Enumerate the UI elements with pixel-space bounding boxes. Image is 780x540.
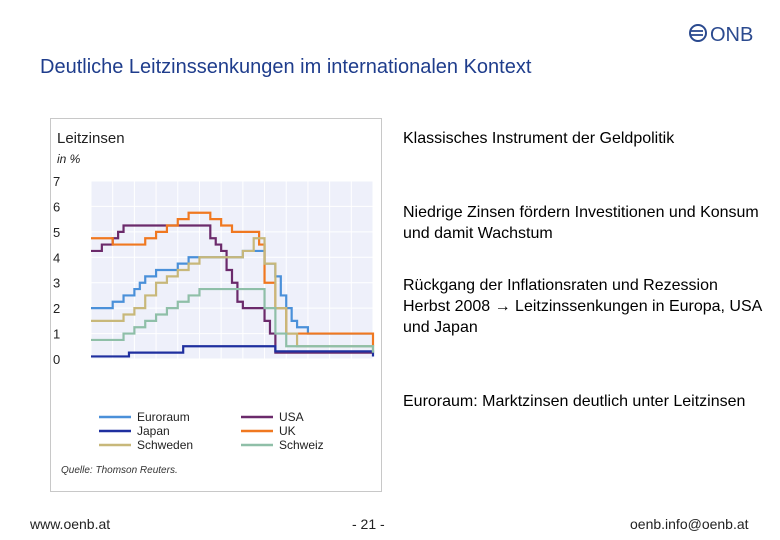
y-tick-label: 7	[53, 174, 61, 189]
footer-email: oenb.info@oenb.at	[630, 516, 749, 532]
interest-rate-chart	[51, 119, 381, 491]
y-tick-label: 1	[53, 326, 61, 342]
oenb-logo	[688, 18, 760, 48]
slide-title: Deutliche Leitzinssenkungen im internationalen Kontext	[40, 56, 532, 78]
chart-title: Leitzinsen	[57, 130, 125, 147]
bullet-item: Euroraum: Marktzinsen deutlich unter Leitzinsen	[403, 393, 746, 410]
legend-label: Schweden	[137, 438, 194, 452]
y-tick-label: 6	[53, 199, 61, 215]
y-tick-label: 0	[53, 352, 61, 367]
y-tick-label: 4	[53, 250, 61, 266]
legend-label: UK	[279, 424, 296, 438]
bullet-item: Klassisches Instrument der Geldpolitik	[403, 130, 675, 147]
y-axis-label: in %	[57, 152, 81, 166]
legend-label: Schweiz	[279, 438, 324, 452]
chart-source: Quelle: Thomson Reuters.	[61, 465, 178, 476]
bullet-item: Rückgang der Inflationsraten und Rezession Herbst 2008 → Leitzinssenkungen in Europa, USA und Japan	[403, 277, 762, 336]
footer-website: www.oenb.at	[30, 516, 111, 532]
legend-label: Japan	[137, 424, 170, 438]
chart-panel	[50, 118, 382, 492]
legend-label: Euroraum	[137, 410, 190, 424]
y-tick-label: 2	[53, 301, 61, 317]
legend-label: USA	[279, 410, 304, 424]
logo-text: ONB	[710, 24, 754, 46]
y-tick-label: 5	[53, 224, 61, 240]
bullet-item: Niedrige Zinsen fördern Investitionen und Konsum und damit Wachstum	[403, 204, 759, 242]
page-number: - 21 -	[352, 516, 385, 532]
euro-icon	[690, 25, 706, 41]
y-tick-label: 3	[53, 275, 61, 291]
